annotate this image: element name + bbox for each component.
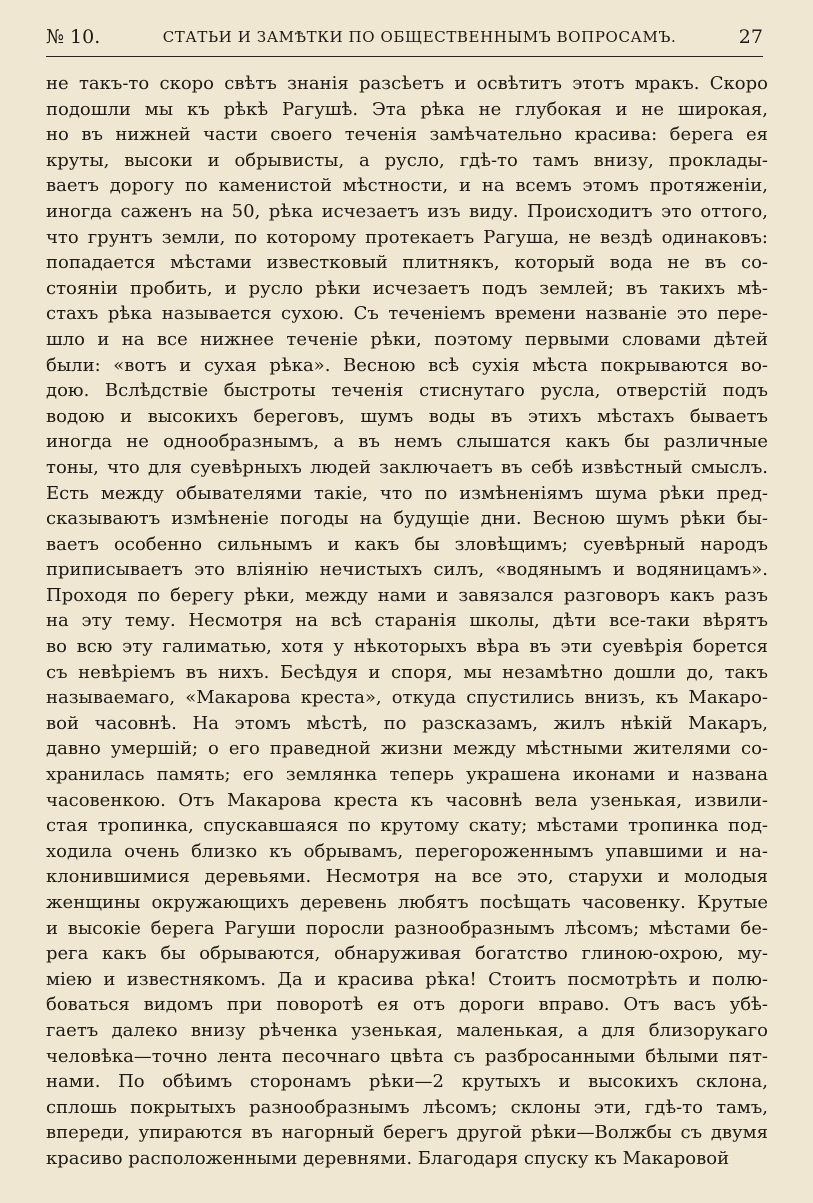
text-line: были: «вотъ и сухая рѣка». Весною всѣ сухія мѣста покрываются во- xyxy=(46,354,768,376)
text-line: Проходя по берегу рѣки, между нами и завязался разговоръ какъ разъ xyxy=(46,584,768,606)
text-line: иногда саженъ на 50, рѣка исчезаетъ изъ виду. Происходитъ это оттого, xyxy=(46,200,768,222)
text-line: попадается мѣстами известковый плитнякъ, который вода не въ со- xyxy=(46,252,768,274)
body-text xyxy=(46,71,768,1172)
text-line: стояніи пробить, и русло рѣки исчезаетъ подъ землей; въ такихъ мѣ- xyxy=(46,277,768,299)
text-line: круты, высоки и обрывисты, а русло, гдѣ-то тамъ внизу, проклады- xyxy=(46,149,768,171)
text-line: водою и высокихъ береговъ, шумъ воды въ этихъ мѣстахъ бываетъ xyxy=(46,405,768,427)
page-number: 27 xyxy=(738,26,763,48)
running-header xyxy=(46,22,763,52)
text-line: хранилась память; его землянка теперь украшена иконами и названа xyxy=(46,764,768,786)
text-line: во всю эту галиматью, хотя у нѣкоторыхъ вѣра въ эти суевѣрія борется xyxy=(46,636,768,658)
text-line: человѣка—точно лента песочнаго цвѣта съ разбросанными бѣлыми пят- xyxy=(46,1045,768,1067)
text-line: но въ нижней части своего теченія замѣчательно красива: берега ея xyxy=(46,124,768,146)
header-rule xyxy=(46,56,763,57)
text-line: впереди, упираются въ нагорный берегъ другой рѣки—Волжбы съ двумя xyxy=(46,1122,768,1144)
text-line: ваетъ дорогу по каменистой мѣстности, и на всемъ этомъ протяженіи, xyxy=(46,175,768,197)
text-line: стахъ рѣка называется сухою. Съ теченіемъ времени названіе это пере- xyxy=(46,303,768,325)
text-line: шло и на все нижнее теченіе рѣки, поэтому первыми словами дѣтей xyxy=(46,328,768,350)
text-line: міею и известнякомъ. Да и красива рѣка! Стоитъ посмотрѣть и полю- xyxy=(46,968,768,990)
text-line: ходила очень близко къ обрывамъ, перегороженнымъ упавшими и на- xyxy=(46,840,768,862)
text-line: сплошь покрытыхъ разнообразнымъ лѣсомъ; склоны эти, гдѣ-то тамъ, xyxy=(46,1096,768,1118)
text-line: вой часовнѣ. На этомъ мѣстѣ, по разсказамъ, жилъ нѣкій Макаръ, xyxy=(46,712,768,734)
text-line: часовенкою. Отъ Макарова креста къ часовнѣ вела узенькая, извили- xyxy=(46,789,768,811)
text-line: иногда не однообразнымъ, а въ немъ слышатся какъ бы различные xyxy=(46,431,768,453)
text-line: съ невѣріемъ въ нихъ. Бесѣдуя и споря, мы незамѣтно дошли до, такъ xyxy=(46,661,768,683)
text-line: гаетъ далеко внизу рѣченка узенькая, маленькая, а для близорукаго xyxy=(46,1019,768,1041)
text-line: нами. По обѣимъ сторонамъ рѣки—2 крутыхъ и высокихъ склона, xyxy=(46,1071,768,1093)
text-line: ваетъ особенно сильнымъ и какъ бы зловѣщимъ; суевѣрный народъ xyxy=(46,533,768,555)
text-line: на эту тему. Несмотря на всѣ старанія школы, дѣти все-таки вѣрятъ xyxy=(46,610,768,632)
text-line: сказываютъ измѣненіе погоды на будущіе дни. Весною шумъ рѣки бы- xyxy=(46,508,768,530)
running-title: СТАТЬИ И ЗАМѢТКИ ПО ОБЩЕСТВЕННЫМЪ ВОПРОСАМЪ. xyxy=(162,28,677,46)
text-line: и высокіе берега Рагуши поросли разнообразнымъ лѣсомъ; мѣстами бе- xyxy=(46,917,768,939)
text-line: называемаго, «Макарова креста», откуда спустились внизъ, къ Макаро- xyxy=(46,687,768,709)
text-line: красиво расположенными деревнями. Благодаря спуску къ Макаровой xyxy=(46,1147,730,1169)
text-line: тоны, что для суевѣрныхъ людей заключаетъ въ себѣ извѣстный смыслъ. xyxy=(46,456,768,478)
text-line: подошли мы къ рѣкѣ Рагушѣ. Эта рѣка не глубокая и не широкая, xyxy=(46,98,768,120)
text-line: дою. Вслѣдствіе быстроты теченія стиснутаго русла, отверстій подъ xyxy=(46,380,768,402)
text-line: женщины окружающихъ деревень любятъ посѣщать часовенку. Крутые xyxy=(46,892,768,913)
issue-number: № 10. xyxy=(46,26,101,48)
text-line: стая тропинка, спускавшаяся по крутому скату; мѣстами тропинка под- xyxy=(46,815,768,837)
text-line: боваться видомъ при поворотѣ ея отъ дороги вправо. Отъ васъ убѣ- xyxy=(46,994,768,1016)
text-line: рега какъ бы обрываются, обнаруживая богатство глиною-охрою, му- xyxy=(46,943,768,965)
text-line: Есть между обывателями такіе, что по измѣненіямъ шума рѣки пред- xyxy=(46,482,768,504)
text-line: давно умершій; о его праведной жизни между мѣстными жителями со- xyxy=(46,738,768,760)
text-line: клонившимися деревьями. Несмотря на все это, старухи и молодыя xyxy=(46,866,768,888)
text-line: не такъ-то скоро свѣтъ знанія разсѣетъ и освѣтитъ этотъ мракъ. Скоро xyxy=(46,73,768,94)
text-line: что грунтъ земли, по которому протекаетъ Рагуша, не вездѣ одинаковъ: xyxy=(46,226,768,248)
text-line: приписываетъ это вліянію нечистыхъ силъ, «водянымъ и водяницамъ». xyxy=(46,559,768,581)
